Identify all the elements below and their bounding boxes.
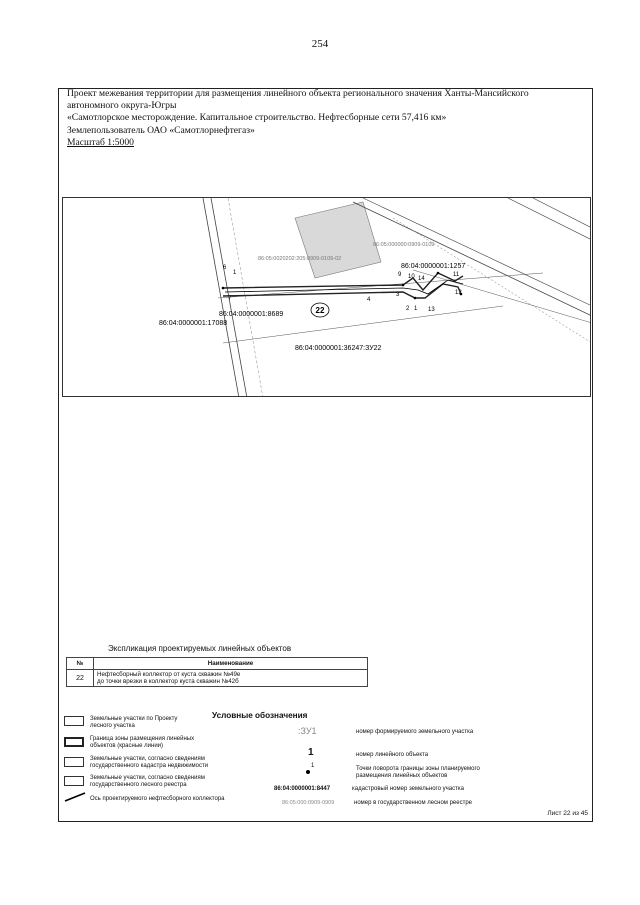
turn-point-number: 1 bbox=[311, 763, 315, 769]
header-line-4: Землепользователь ОАО «Самотлорнефтегаз» bbox=[67, 124, 255, 136]
legend-text: Ось проектируемого нефтесборного коллектора bbox=[90, 796, 225, 802]
parcel-line-3 bbox=[413, 270, 591, 323]
cadastral-label: 86:04:0000001:8689 bbox=[219, 311, 284, 318]
road-edge-3 bbox=[508, 198, 591, 240]
point-label: 1 bbox=[233, 270, 237, 276]
explication-table bbox=[66, 657, 368, 687]
header-line-1: Проект межевания территории для размещения линейного объекта регионального значения Ханты-Мансийского bbox=[67, 88, 529, 99]
turn-point bbox=[402, 284, 405, 287]
map-area bbox=[62, 197, 591, 397]
cadastral-label: 86:04:0000001:36247:ЗУ22 bbox=[295, 345, 382, 352]
road-edge-4 bbox=[533, 198, 591, 228]
row-name bbox=[94, 670, 368, 687]
zone-boundary bbox=[223, 273, 463, 290]
legend-item bbox=[356, 766, 480, 780]
point-label: 1 bbox=[414, 306, 418, 312]
row-number: 22 bbox=[67, 670, 94, 687]
legend-text: государственного лесного реестра bbox=[90, 782, 187, 788]
legend-text: кадастровый номер земельного участка bbox=[352, 786, 464, 792]
header-line-3: «Самотлорское месторождение. Капитальное строительство. Нефтесборные сети 57,416 км» bbox=[67, 112, 447, 124]
zone-boundary-symbol bbox=[64, 737, 84, 747]
legend-text: размещения линейных объектов bbox=[356, 773, 448, 779]
row-name-line-1: Нефтесборный коллектор от куста скважин №49е bbox=[97, 671, 241, 678]
forest-registry-symbol bbox=[64, 776, 84, 786]
scale-label: Масштаб 1:5000 bbox=[67, 136, 134, 148]
cadastral-number-symbol: 86:04:0000001:8447 bbox=[274, 786, 331, 792]
point-label: 10 bbox=[408, 274, 415, 280]
cadastral-label: 86:04:0000001:17088 bbox=[159, 320, 228, 327]
cadastral-label: 86:04:0000001:1257 bbox=[401, 263, 466, 270]
legend-text: Точки поворота границы зоны планируемого bbox=[356, 766, 480, 772]
legend-item bbox=[90, 775, 205, 789]
forest-label: 86:05:0020202:205:0909-0109-02 bbox=[258, 256, 342, 262]
map-drawing bbox=[63, 198, 591, 397]
col-name: Наименование bbox=[94, 658, 368, 670]
legend-item bbox=[90, 736, 194, 750]
vertical-road-1 bbox=[203, 198, 239, 397]
cadastre-parcel-symbol bbox=[64, 757, 84, 767]
road-edge-2 bbox=[363, 198, 591, 306]
point-label: 4 bbox=[367, 297, 371, 303]
point-label: 14 bbox=[418, 276, 425, 282]
legend-text: номер в государственном лесном реестре bbox=[354, 800, 473, 806]
forest-registry-number-symbol: 86:05:000:0909-0909 bbox=[282, 800, 335, 806]
point-label: 12 bbox=[455, 290, 462, 296]
legend-text: номер формируемого земельного участка bbox=[356, 729, 474, 735]
turn-point bbox=[222, 287, 225, 290]
turn-point bbox=[437, 272, 440, 275]
legend-text: Земельные участки, согласно сведениям bbox=[90, 775, 205, 781]
legend-item bbox=[90, 756, 208, 770]
point-label: 13 bbox=[428, 307, 435, 313]
row-name-line-2: до точки врезки в коллектор куста скважин №42б bbox=[97, 678, 239, 685]
point-label: 7 bbox=[228, 296, 232, 302]
point-label: 9 bbox=[398, 272, 402, 278]
legend-item bbox=[90, 716, 177, 730]
legend-text: лесного участка bbox=[90, 723, 135, 729]
object-number: 22 bbox=[315, 306, 325, 315]
turn-point bbox=[414, 297, 417, 300]
legend-text: государственного кадастра недвижимости bbox=[90, 763, 209, 769]
forest-plot-symbol bbox=[64, 716, 84, 726]
collector-axis-symbol bbox=[64, 792, 86, 802]
header-line-2: автономного округа-Югры bbox=[67, 100, 177, 112]
legend-item bbox=[90, 796, 225, 803]
point-label: 3 bbox=[396, 292, 400, 298]
sheet-number: Лист 22 из 45 bbox=[547, 810, 588, 817]
legend-text: Земельные участки, согласно сведениям bbox=[90, 756, 205, 762]
legend-text: Граница зоны размещения линейных bbox=[90, 736, 195, 742]
road-edge-1 bbox=[353, 202, 591, 316]
turn-point-symbol bbox=[306, 770, 310, 774]
table-row bbox=[67, 670, 368, 687]
point-label: 11 bbox=[453, 272, 460, 278]
plot-number-symbol: :ЗУ1 bbox=[298, 726, 317, 736]
legend-text: номер линейного объекта bbox=[356, 752, 429, 758]
forest-label: 86:05:000000:0909-0109 bbox=[373, 242, 435, 248]
legend-title: Условные обозначения bbox=[212, 711, 308, 720]
col-number: № bbox=[67, 658, 94, 670]
legend-text: Земельные участки по Проекту bbox=[90, 716, 178, 722]
point-label: 6 bbox=[223, 265, 227, 271]
point-label: 2 bbox=[406, 306, 410, 312]
legend-text: объектов (красные линии) bbox=[90, 743, 164, 749]
explication-title: Экспликация проектируемых линейных объектов bbox=[108, 644, 292, 653]
forest-plot-polygon bbox=[295, 202, 381, 278]
page-number: 254 bbox=[311, 38, 329, 50]
object-number-symbol: 1 bbox=[308, 747, 314, 758]
